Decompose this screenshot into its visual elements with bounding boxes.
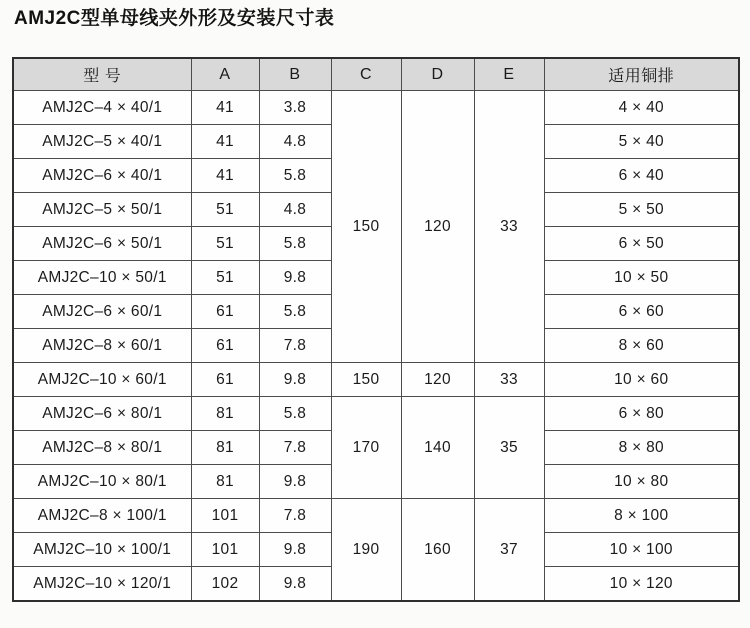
header-e: E bbox=[474, 58, 544, 91]
a-cell: 51 bbox=[191, 261, 259, 295]
a-cell: 102 bbox=[191, 567, 259, 602]
table-header bbox=[13, 58, 739, 91]
model-cell: AMJ2C–10 × 80/1 bbox=[13, 465, 191, 499]
a-cell: 81 bbox=[191, 465, 259, 499]
a-cell: 81 bbox=[191, 397, 259, 431]
b-cell: 5.8 bbox=[259, 227, 331, 261]
e-cell-merged: 37 bbox=[474, 499, 544, 602]
b-cell: 5.8 bbox=[259, 295, 331, 329]
busbar-cell: 6 × 40 bbox=[544, 159, 739, 193]
dimension-table bbox=[12, 57, 740, 602]
d-cell: 120 bbox=[401, 363, 474, 397]
model-cell: AMJ2C–6 × 80/1 bbox=[13, 397, 191, 431]
model-cell: AMJ2C–10 × 100/1 bbox=[13, 533, 191, 567]
a-cell: 101 bbox=[191, 533, 259, 567]
table-row bbox=[13, 363, 739, 397]
b-cell: 3.8 bbox=[259, 91, 331, 125]
table-body bbox=[13, 91, 739, 602]
header-b: B bbox=[259, 58, 331, 91]
d-cell-merged: 120 bbox=[401, 91, 474, 363]
busbar-cell: 8 × 60 bbox=[544, 329, 739, 363]
e-cell: 33 bbox=[474, 363, 544, 397]
a-cell: 61 bbox=[191, 329, 259, 363]
busbar-cell: 10 × 60 bbox=[544, 363, 739, 397]
b-cell: 7.8 bbox=[259, 431, 331, 465]
busbar-cell: 10 × 80 bbox=[544, 465, 739, 499]
model-cell: AMJ2C–8 × 80/1 bbox=[13, 431, 191, 465]
model-cell: AMJ2C–4 × 40/1 bbox=[13, 91, 191, 125]
busbar-cell: 10 × 50 bbox=[544, 261, 739, 295]
model-cell: AMJ2C–8 × 100/1 bbox=[13, 499, 191, 533]
b-cell: 9.8 bbox=[259, 261, 331, 295]
model-cell: AMJ2C–10 × 50/1 bbox=[13, 261, 191, 295]
busbar-cell: 5 × 50 bbox=[544, 193, 739, 227]
busbar-cell: 10 × 100 bbox=[544, 533, 739, 567]
header-busbar: 适用铜排 bbox=[544, 58, 739, 91]
a-cell: 61 bbox=[191, 295, 259, 329]
a-cell: 41 bbox=[191, 125, 259, 159]
c-cell-merged: 150 bbox=[331, 91, 401, 363]
a-cell: 81 bbox=[191, 431, 259, 465]
b-cell: 9.8 bbox=[259, 465, 331, 499]
table-row bbox=[13, 499, 739, 533]
busbar-cell: 4 × 40 bbox=[544, 91, 739, 125]
b-cell: 9.8 bbox=[259, 567, 331, 602]
b-cell: 7.8 bbox=[259, 329, 331, 363]
header-d: D bbox=[401, 58, 474, 91]
b-cell: 9.8 bbox=[259, 533, 331, 567]
busbar-cell: 10 × 120 bbox=[544, 567, 739, 602]
model-cell: AMJ2C–6 × 50/1 bbox=[13, 227, 191, 261]
busbar-cell: 6 × 50 bbox=[544, 227, 739, 261]
model-cell: AMJ2C–10 × 120/1 bbox=[13, 567, 191, 602]
table-row bbox=[13, 397, 739, 431]
a-cell: 101 bbox=[191, 499, 259, 533]
page-title: AMJ2C型单母线夹外形及安装尺寸表 bbox=[14, 8, 335, 29]
b-cell: 5.8 bbox=[259, 397, 331, 431]
busbar-cell: 6 × 60 bbox=[544, 295, 739, 329]
c-cell-merged: 170 bbox=[331, 397, 401, 499]
c-cell: 150 bbox=[331, 363, 401, 397]
a-cell: 51 bbox=[191, 227, 259, 261]
a-cell: 41 bbox=[191, 159, 259, 193]
d-cell-merged: 140 bbox=[401, 397, 474, 499]
c-cell-merged: 190 bbox=[331, 499, 401, 602]
busbar-cell: 8 × 80 bbox=[544, 431, 739, 465]
d-cell-merged: 160 bbox=[401, 499, 474, 602]
a-cell: 51 bbox=[191, 193, 259, 227]
b-cell: 4.8 bbox=[259, 193, 331, 227]
header-row bbox=[13, 58, 739, 91]
model-cell: AMJ2C–5 × 40/1 bbox=[13, 125, 191, 159]
e-cell-merged: 35 bbox=[474, 397, 544, 499]
header-model: 型 号 bbox=[13, 58, 191, 91]
model-cell: AMJ2C–5 × 50/1 bbox=[13, 193, 191, 227]
header-a: A bbox=[191, 58, 259, 91]
table-row bbox=[13, 91, 739, 125]
b-cell: 4.8 bbox=[259, 125, 331, 159]
busbar-cell: 6 × 80 bbox=[544, 397, 739, 431]
model-cell: AMJ2C–10 × 60/1 bbox=[13, 363, 191, 397]
header-c: C bbox=[331, 58, 401, 91]
busbar-cell: 5 × 40 bbox=[544, 125, 739, 159]
model-cell: AMJ2C–8 × 60/1 bbox=[13, 329, 191, 363]
a-cell: 61 bbox=[191, 363, 259, 397]
e-cell-merged: 33 bbox=[474, 91, 544, 363]
b-cell: 5.8 bbox=[259, 159, 331, 193]
b-cell: 9.8 bbox=[259, 363, 331, 397]
busbar-cell: 8 × 100 bbox=[544, 499, 739, 533]
model-cell: AMJ2C–6 × 60/1 bbox=[13, 295, 191, 329]
a-cell: 41 bbox=[191, 91, 259, 125]
b-cell: 7.8 bbox=[259, 499, 331, 533]
model-cell: AMJ2C–6 × 40/1 bbox=[13, 159, 191, 193]
